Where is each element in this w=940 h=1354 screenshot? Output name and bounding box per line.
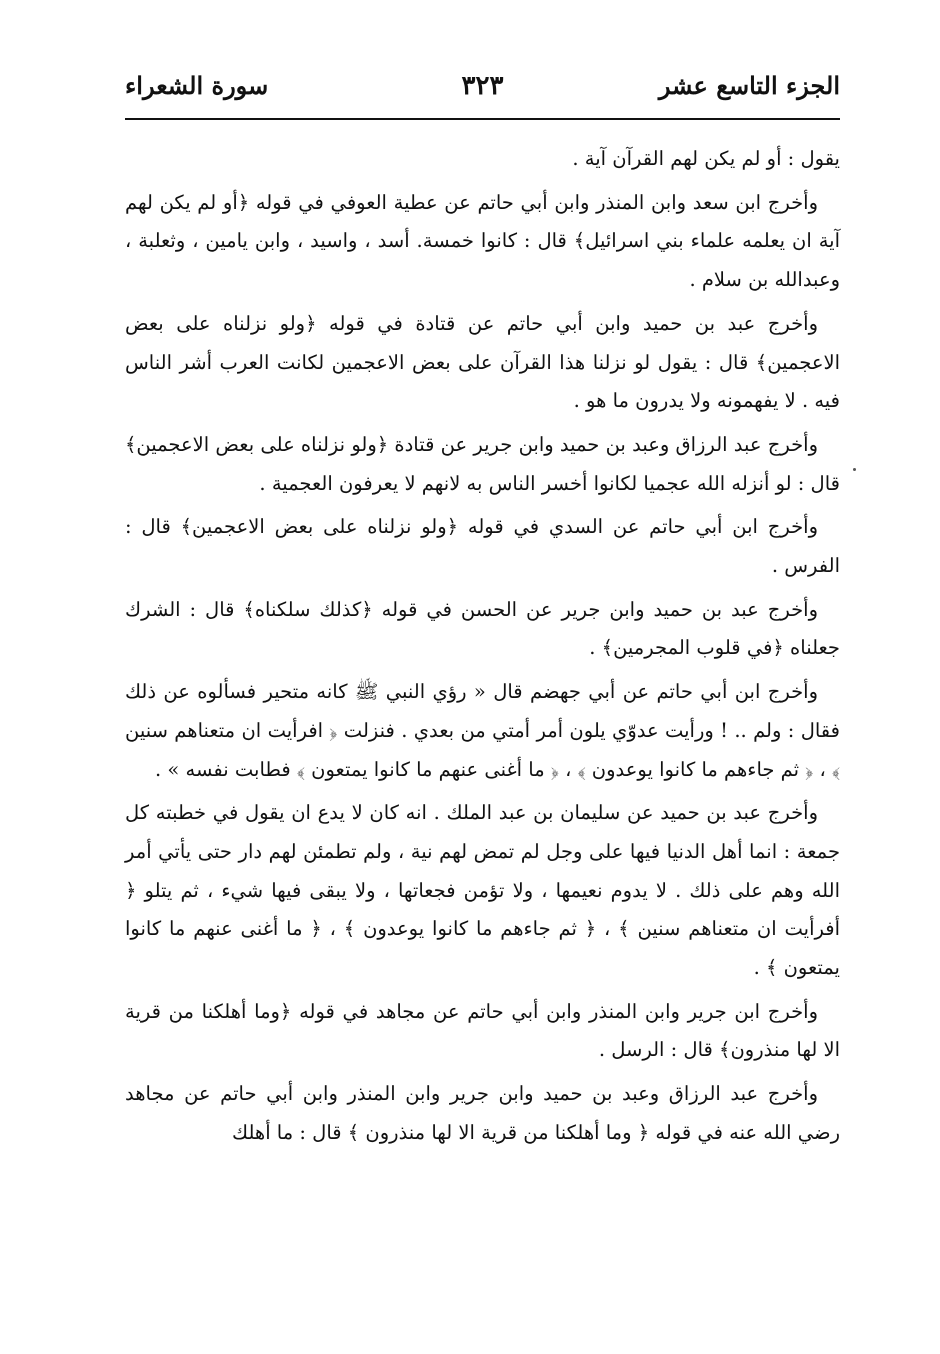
paragraph: وأخرج عبد الرزاق وعبد بن حميد وابن جرير عن قتادة ﴿ولو نزلناه على بعض الاعجمين﴾ قال : لو أنزله الله عجميا لكانوا أخسر الناس به لانهم لا يعرفون العجمية . <box>125 432 840 495</box>
paragraph: يقول : أو لم يكن لهم القرآن آية . <box>572 147 840 170</box>
paragraph: وأخرج عبد الرزاق وعبد بن حميد وابن جرير وابن المنذر وابن أبي حاتم عن مجاهد رضي الله عنه في قوله ﴿ وما أهلكنا من قرية الا لها منذرون ﴾ قال : ما أهلك <box>125 1082 840 1144</box>
paragraph: وأخرج ابن جرير وابن المنذر وابن أبي حاتم عن مجاهد في قوله ﴿وما أهلكنا من قرية الا لها منذرون﴾ قال : الرسل . <box>125 999 840 1062</box>
page-body <box>125 140 840 1158</box>
paragraph: وأخرج ابن أبي حاتم عن السدي في قوله ﴿ولو نزلناه على بعض الاعجمين﴾ قال : الفرس . <box>125 515 840 578</box>
paragraph: وأخرج عبد بن حميد وابن جرير عن الحسن في قوله ﴿كذلك سلكناه﴾ قال : الشرك جعلناه ﴿في قلوب المجرمين﴾ . <box>125 597 840 660</box>
surah-title: سورة الشعراء <box>125 71 269 100</box>
header-divider <box>125 118 840 120</box>
page-number: ٣٢٣ <box>461 71 504 101</box>
margin-speck <box>853 468 856 471</box>
paragraph: وأخرج ابن أبي حاتم عن أبي جهضم قال « رؤي النبي ﷺ كانه متحير فسألوه عن ذلك فقال : ولم .. ! ورأيت عدوّي يلون أمر أمتي من بعدي . فنزلت ﴿ افرأيت ان متعناهم سنين ﴾ ، ﴿ ثم جاءهم ما كانوا يوعدون ﴾ ، ﴿ ما أغنى عنهم ما كانوا يمتعون ﴾ فطابت نفسه » . <box>125 680 840 781</box>
paragraph: وأخرج عبد بن حميد وابن أبي حاتم عن قتادة في قوله ﴿ولو نزلناه على بعض الاعجمين﴾ قال : يقول لو نزلنا هذا القرآن على بعض الاعجمين لكانت العرب أشر الناس فيه . لا يفهمونه ولا يدرون ما هو . <box>125 311 840 413</box>
paragraph: وأخرج ابن سعد وابن المنذر وابن أبي حاتم عن عطية العوفي في قوله ﴿أو لم يكن لهم آية ان يعلمه علماء بني اسرائيل﴾ قال : كانوا خمسة. أسد ، واسيد ، وابن يامين ، وثعلبة ، وعبدالله بن سلام . <box>125 190 840 292</box>
paragraph: وأخرج عبد بن حميد عن سليمان بن عبد الملك . انه كان لا يدع ان يقول في خطبته كل جمعة : انما أهل الدنيا فيها على وجل لم تمض لهم نية ، ولم تطمئن لهم دار حتى يأتي أمر الله وهم على ذلك . لا يدوم نعيمها ، ولا تؤمن فجعاتها ، ولا يبقى فيها شيء ، ثم يتلو ﴿ أفرأيت ان متعناهم سنين ﴾ ، ﴿ ثم جاءهم ما كانوا يوعدون ﴾ ، ﴿ ما أغنى عنهم ما كانوا يمتعون ﴾ . <box>125 801 840 980</box>
running-header <box>125 66 840 110</box>
part-title: الجزء التاسع عشر <box>658 71 840 100</box>
